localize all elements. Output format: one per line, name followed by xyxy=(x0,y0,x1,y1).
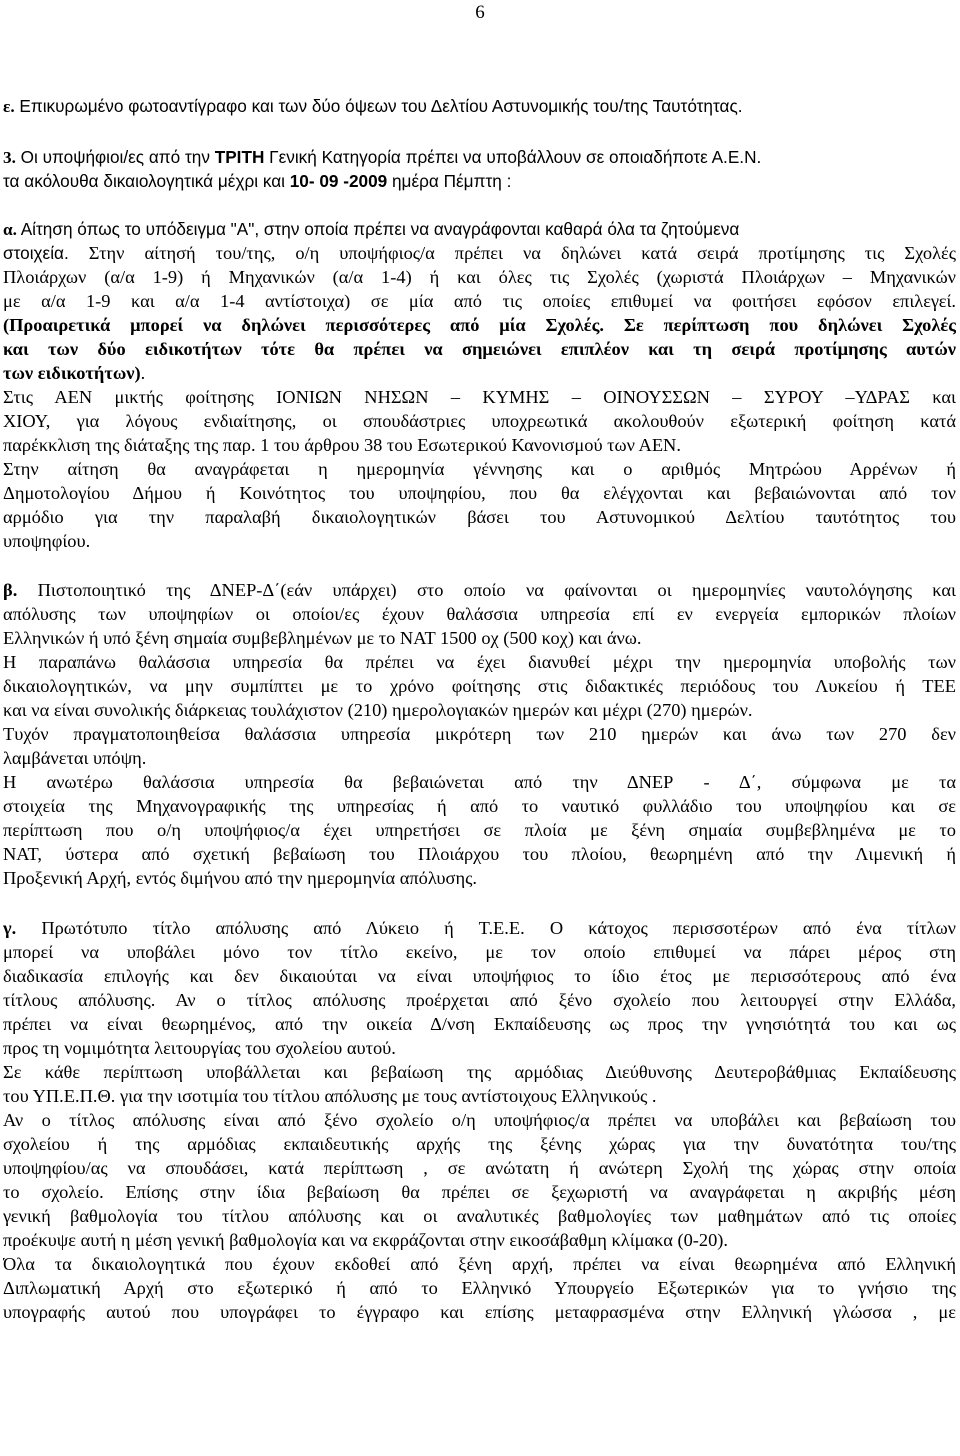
text-run: Πιστοποιητικό της ΔΝΕΡ-Δ΄(εάν υπάρχει) στο οποίο να φαίνονται οι ημερομηνίες ναυτολόγησης και xyxy=(17,580,956,600)
item-a-line-6: και των δύο ειδικοτήτων τότε θα πρέπει να σημειώνει επιπλέον και τη σειρά προτίμησης αυτών xyxy=(3,339,956,359)
text-run: Πρωτότυπο τίτλο απόλυσης από Λύκειο ή Τ.Ε.Ε. Ο κάτοχος περισσοτέρων από ένα τίτλων xyxy=(16,918,956,938)
text-run: . xyxy=(140,363,146,383)
item-b-line-2: απόλυσης των υποψηφίων οι οποίοι/ες έχουν θαλάσσια υπηρεσία επί εν ενεργεία εμπορικών πλοίων xyxy=(3,604,956,624)
text-run: Σε περίπτωση που δηλώνει Σχολές xyxy=(603,315,956,335)
item-g-line-2: μπορεί να υποβάλει μόνο τον τίτλο εκείνο, με τον οποίο επιθυμεί να πάρει μέρος στη xyxy=(3,942,956,962)
section-3-marker: 3. xyxy=(3,148,16,167)
item-g-line-7: Σε κάθε περίπτωση υποβάλλεται και βεβαίωση της αρμόδιας Διεύθυνσης Δευτεροβάθμιας Εκπαίδευσης xyxy=(3,1062,956,1082)
item-a-line-10: παρέκκλιση της διάταξης της παρ. 1 του άρθρου 38 του Εσωτερικού Κανονισμού των ΑΕΝ. xyxy=(3,435,681,455)
item-a-line-4: με α/α 1-9 και α/α 1-4 αντίστοιχα) σε μία από τις οποίες επιθυμεί να φοιτήσει εφόσον επιλεγεί. xyxy=(3,291,956,311)
item-b-line-8: λαμβάνεται υπόψη. xyxy=(3,748,147,768)
item-g-line-5: πρέπει να είναι θεωρημένος, από την οικεία Δ/νση Εκπαίδευσης ως προς την γνησιότητά του και ως xyxy=(3,1014,956,1034)
text-run: Αίτηση όπως το υπόδειγμα "Α", στην οποία πρέπει να αναγράφονται καθαρά όλα τα ζητούμενα xyxy=(16,219,740,239)
item-g-line-6: προς τη νομιμότητα λειτουργίας του σχολείου αυτού. xyxy=(3,1038,396,1058)
item-b-line-3: Ελληνικών ή υπό ξένη σημαία συμβεβλημένων με το ΝΑΤ 1500 οχ (500 κοχ) και άνω. xyxy=(3,628,642,648)
item-b-line-1 xyxy=(3,578,956,602)
item-g-line-4: τίτλους απόλυσης. Αν ο τίτλος απόλυσης προέρχεται από ξένο σχολείο που λειτουργεί στην Ελλάδα, xyxy=(3,990,956,1010)
item-b-line-12: ΝΑΤ, ύστερα από σχετική βεβαίωση του Πλοιάρχου του πλοίου, θεωρημένη από την Λιμενική ή xyxy=(3,844,956,864)
item-a-line-12: Δημοτολογίου Δήμου ή Κοινότητος του υποψηφίου, που θα ελέγχονται και βεβαιώνονται από τον xyxy=(3,483,956,503)
item-a-line-13: αρμόδιο για την παραλαβή δικαιολογητικών βάσει του Αστυνομικού Δελτίου ταυτότητος του xyxy=(3,507,956,527)
item-a-line-5 xyxy=(3,313,956,337)
item-b-line-13: Προξενική Αρχή, εντός διμήνου από την ημερομηνία απόλυσης. xyxy=(3,868,477,888)
section-3-line-2 xyxy=(3,169,956,193)
item-b-line-6: και να είναι συνολικής διάρκειας τουλάχιστον (210) ημερολογιακών ημερών και μέχρι (270) ημερών. xyxy=(3,700,753,720)
text-run: τα ακόλουθα δικαιολογητικά μέχρι και xyxy=(3,171,290,191)
item-a-line-7 xyxy=(3,361,956,385)
text-run: (Προαιρετικά μπορεί να δηλώνει περισσότερες από μία Σχολές. xyxy=(3,315,604,335)
item-e xyxy=(3,94,956,119)
text-run: ημέρα Πέμπτη : xyxy=(387,171,512,191)
item-a-line-14: υποψηφίου. xyxy=(3,531,91,551)
item-g-line-17: υπογραφής αυτού που υπογράφει το έγγραφο και επίσης μεταφρασμένα στην Ελληνική γλώσσα , με xyxy=(3,1302,956,1322)
item-b-line-4: Η παραπάνω θαλάσσια υπηρεσία θα πρέπει να έχει διανυθεί μέχρι την ημερομηνία υποβολής των xyxy=(3,652,956,672)
item-b-line-9: Η ανωτέρω θαλάσσια υπηρεσία θα βεβαιώνεται από την ΔΝΕΡ - Δ΄, σύμφωνα με τα xyxy=(3,772,956,792)
item-a-line-8: Στις ΑΕΝ μικτής φοίτησης ΙΟΝΙΩΝ ΝΗΣΩΝ – ΚΥΜΗΣ – ΟΙΝΟΥΣΣΩΝ – ΣΥΡΟΥ –ΥΔΡΑΣ και xyxy=(3,387,956,407)
section-3-line-1 xyxy=(3,145,956,170)
item-g-line-14: προέκυψε αυτή η μέση γενική βαθμολογία και να εκφράζονται στην εικοσάβαθμη κλίμακα (0-20). xyxy=(3,1230,729,1250)
page-number: 6 xyxy=(475,2,485,23)
item-g-line-8: του ΥΠ.Ε.Π.Θ. για την ισοτιμία του τίτλου απόλυσης με τους αντίστοιχους Ελληνικούς . xyxy=(3,1086,657,1106)
item-g-line-16: Διπλωματική Αρχή στο εξωτερικό ή από το Ελληνικό Υπουργείο Εξωτερικών για το γνήσιο της xyxy=(3,1278,956,1298)
text-run: Οι υποψήφιοι/ες από την xyxy=(15,147,215,167)
item-g-marker: γ. xyxy=(3,918,17,938)
text-run: στοιχεία. xyxy=(3,243,69,263)
item-a-marker: α. xyxy=(3,220,17,239)
category-name: ΤΡΙΤΗ xyxy=(214,147,265,167)
item-b-line-11: περίπτωση που ο/η υποψήφιος/α έχει υπηρετήσει σε πλοία με ξένη σημαία συμβεβλημένα με το xyxy=(3,820,956,840)
item-g-line-15: Όλα τα δικαιολογητικά που έχουν εκδοθεί από ξένη αρχή, πρέπει να είναι θεωρημένα από Ελληνική xyxy=(3,1254,956,1274)
item-b-line-7: Τυχόν πραγματοποιηθείσα θαλάσσια υπηρεσία μικρότερη των 210 ημερών και άνω των 270 δεν xyxy=(3,724,956,744)
item-a-line-2 xyxy=(3,241,956,265)
deadline-date: 10- 09 -2009 xyxy=(289,171,388,191)
text-run: Γενική Κατηγορία πρέπει να υποβάλλουν σε οποιαδήποτε Α.Ε.Ν. xyxy=(264,147,762,167)
item-g-line-9: Αν ο τίτλος απόλυσης είναι από ξένο σχολείο ο/η υποψήφιος/α πρέπει να υποβάλει και βεβαίωση του xyxy=(3,1110,956,1130)
item-g-line-3: διαδικασία επιλογής και δεν δικαιούται να είναι υποψήφιος το ίδιο έτος με περισσότερους από ένα xyxy=(3,966,956,986)
item-b-line-5: δικαιολογητικών, να μην συμπίπτει με το χρόνο φοίτησης στις διδακτικές περιόδους του Λυκείου ή ΤΕΕ xyxy=(3,676,956,696)
item-g-line-1 xyxy=(3,916,956,940)
item-a-line-11: Στην αίτηση θα αναγράφεται η ημερομηνία γέννησης και ο αριθμός Μητρώου Αρρένων ή xyxy=(3,459,956,479)
item-a-line-3: Πλοιάρχων (α/α 1-9) ή Μηχανικών (α/α 1-4) ή και όλες τις Σχολές (χωριστά Πλοιάρχων – Μηχανικών xyxy=(3,267,956,287)
item-a-line-1 xyxy=(3,217,956,242)
text-run: Στην αίτησή του/της, ο/η υποψήφιος/α πρέπει να δηλώνει κατά σειρά προτίμησης τις Σχολές xyxy=(68,243,956,263)
item-e-text: Επικυρωμένο φωτοαντίγραφο και των δύο όψεων του Δελτίου Αστυνομικής του/της Ταυτότητας. xyxy=(14,96,743,116)
item-g-line-12: το σχολείο. Επίσης στην ίδια βεβαίωση θα πρέπει σε ξεχωριστή να αναγράφεται η ακριβής μέση xyxy=(3,1182,956,1202)
item-b-line-10: στοιχεία της Μηχανογραφικής της υπηρεσίας ή από το ναυτικό φυλλάδιο του υποψηφίου και σε xyxy=(3,796,956,816)
item-e-marker: ε. xyxy=(3,97,15,116)
item-g-line-13: γενική βαθμολογία του τίτλου απόλυσης και οι αναλυτικές βαθμολογίες των μαθημάτων από τις οποίες xyxy=(3,1206,956,1226)
item-g-line-11: υποψηφίου/ας να σπουδάσει, κατά περίπτωση , σε ανώτατη ή ανώτερη Σχολή της χώρας στην οποία xyxy=(3,1158,956,1178)
item-g-line-10: σχολείου ή της αρμόδιας εκπαιδευτικής αρχής της ξένης χώρας για την δυνατότητα του/της xyxy=(3,1134,956,1154)
text-run: των ειδικοτήτων) xyxy=(3,363,141,383)
item-a-line-9: ΧΙΟΥ, για λόγους ενδιαίτησης, οι σπουδάστριες υποχρεωτικά ακολουθούν εξωτερική φοίτηση κατά xyxy=(3,411,956,431)
item-b-marker: β. xyxy=(3,580,18,600)
